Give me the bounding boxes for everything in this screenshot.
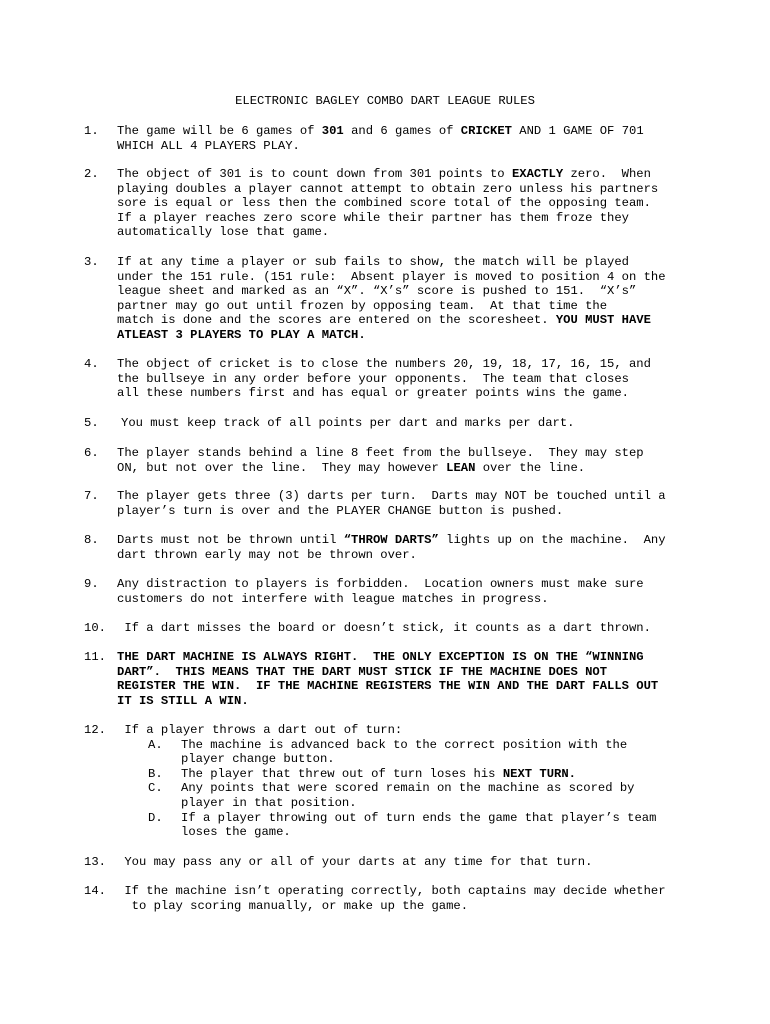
text-segment: The game will be 6 games of [117, 124, 322, 138]
emphasized-text: CRICKET [460, 124, 512, 138]
text-segment: You may pass any or all of your darts at any time for that turn. [117, 855, 593, 869]
rule-number: 8. [84, 533, 99, 547]
text-segment: If a player throws a dart out of turn: [117, 723, 403, 737]
rule-text-line [117, 679, 697, 694]
rule-body [117, 489, 697, 518]
rule-number: 11. [84, 650, 106, 664]
text-segment: and 6 games of [343, 124, 461, 138]
rule-text-line [117, 694, 697, 709]
rule-body [117, 167, 697, 240]
emphasized-text: REGISTER THE WIN. IF THE MACHINE REGISTERS THE WIN AND THE DART FALLS OUT [117, 679, 659, 694]
text-segment: Any distraction to players is forbidden. Location owners must make sure [117, 577, 644, 591]
rule-body [117, 723, 697, 738]
rule-text-line [117, 182, 697, 197]
text-segment: ON, but not over the line. They may however [117, 460, 447, 475]
text-segment: all these numbers first and has equal or greater points wins the game. [117, 386, 629, 401]
text-segment: The object of 301 is to count down from 301 points to [117, 167, 512, 181]
rule-text-line [117, 884, 697, 899]
sub-rule-letter: B. [148, 766, 163, 781]
rule-body [117, 124, 697, 153]
emphasized-text: IT IS STILL A WIN. [117, 693, 249, 708]
rule-body [117, 533, 697, 562]
rule-body [117, 357, 697, 401]
text-segment: If a player reaches zero score while their partner has them froze they [117, 210, 629, 225]
rule-number: 12. [84, 723, 106, 737]
rule-number: 6. [84, 446, 99, 460]
rule-text-line [181, 781, 634, 796]
rule-text-line [117, 592, 697, 607]
rule-number: 5. [84, 416, 99, 430]
text-segment: The player stands behind a line 8 feet from the bullseye. They may step [117, 446, 644, 460]
text-segment: lights up on the machine. Any [438, 533, 666, 547]
rule-text-line [117, 196, 697, 211]
text-segment: customers do not interfere with league matches in progress. [117, 591, 549, 606]
rule-text-line [117, 723, 697, 738]
text-segment: Darts must not be thrown until [117, 533, 344, 547]
rule-body [117, 621, 697, 636]
text-segment: automatically lose that game. [117, 225, 330, 240]
rule-text-line [181, 738, 627, 753]
rule-body [117, 577, 697, 606]
rule-text-line [117, 211, 697, 226]
rule-text-line [121, 416, 701, 431]
sub-rule-letter: C. [148, 781, 163, 796]
text-segment: You must keep track of all points per dart and marks per dart. [121, 416, 575, 430]
rule-text-line [181, 796, 634, 811]
rule-text-line [117, 225, 697, 240]
emphasized-text: NEXT TURN. [502, 766, 576, 781]
rule-text-line [117, 855, 697, 870]
text-segment: loses the game. [181, 825, 291, 840]
emphasized-text: THE DART MACHINE IS ALWAYS RIGHT. THE ONLY EXCEPTION IS ON THE “WINNING [117, 650, 644, 664]
rule-number: 13. [84, 855, 106, 869]
rule-text-line [117, 167, 697, 182]
sub-rule-text [181, 811, 656, 840]
rule-text-line [117, 665, 697, 680]
sub-rule-letter: A. [148, 737, 163, 752]
text-segment: The player that threw out of turn loses his [181, 766, 503, 781]
emphasized-text: YOU MUST HAVE [555, 313, 651, 328]
emphasized-text: LEAN [446, 460, 476, 475]
emphasized-text: 301 [321, 124, 344, 138]
text-segment: If the machine isn’t operating correctly, both captains may decide whether [117, 884, 666, 898]
rule-text-line [117, 650, 697, 665]
text-segment: The object of cricket is to close the numbers 20, 19, 18, 17, 16, 15, and [117, 357, 651, 371]
rule-text-line [117, 489, 697, 504]
rule-text-line [117, 577, 697, 592]
text-segment: dart thrown early may not be thrown over. [117, 547, 417, 562]
sub-rule-letter: D. [148, 810, 163, 825]
text-segment: player in that position. [181, 795, 357, 810]
rule-number: 1. [84, 124, 99, 138]
text-segment: AND 1 GAME OF 701 [511, 124, 644, 138]
emphasized-text: DART”. THIS MEANS THAT THE DART MUST STICK IF THE MACHINE DOES NOT [117, 664, 608, 679]
emphasized-text: “THROW DARTS” [343, 533, 439, 547]
text-segment: player change button. [181, 752, 335, 767]
rule-body [117, 855, 697, 870]
emphasized-text: ATLEAST 3 PLAYERS TO PLAY A MATCH. [117, 327, 366, 342]
text-segment: If a player throwing out of turn ends the game that player’s team [181, 810, 657, 825]
rule-text-line [181, 767, 576, 782]
sub-rule-text [181, 767, 576, 782]
text-segment: Any points that were scored remain on the machine as scored by [181, 781, 635, 796]
text-segment: over the line. [475, 460, 586, 475]
rule-text-line [117, 255, 697, 270]
text-segment: to play scoring manually, or make up the game. [117, 898, 469, 913]
text-segment: WHICH ALL 4 PLAYERS PLAY. [117, 138, 300, 153]
text-segment: league sheet and marked as an “X”. “X’s” score is pushed to 151. “X’s” [117, 284, 637, 299]
rule-text-line [181, 825, 656, 840]
rule-text-line [117, 357, 697, 372]
rule-text-line [117, 328, 697, 343]
rule-body [117, 884, 697, 913]
text-segment: partner may go out until frozen by opposing team. At that time the [117, 298, 608, 313]
rule-body [117, 255, 697, 343]
rule-text-line [117, 504, 697, 519]
text-segment: If at any time a player or sub fails to show, the match will be played [117, 255, 629, 269]
rule-text-line [117, 299, 697, 314]
rule-body [117, 446, 697, 475]
sub-rule-text [181, 781, 634, 810]
text-segment: match is done and the scores are entered on the scoresheet. [117, 313, 556, 328]
text-segment: The player gets three (3) darts per turn. Darts may NOT be touched until a [117, 489, 666, 503]
text-segment: the bullseye in any order before your opponents. The team that closes [117, 371, 629, 386]
text-segment: The machine is advanced back to the correct position with the [181, 737, 628, 752]
rule-text-line [181, 752, 627, 767]
rule-number: 9. [84, 577, 99, 591]
rule-text-line [117, 139, 697, 154]
rule-text-line [117, 386, 697, 401]
emphasized-text: EXACTLY [511, 167, 564, 181]
rule-text-line [117, 548, 697, 563]
rule-number: 2. [84, 167, 99, 181]
rule-text-line [117, 899, 697, 914]
rule-number: 4. [84, 357, 99, 371]
text-segment: If a dart misses the board or doesn’t stick, it counts as a dart thrown. [117, 621, 651, 635]
rule-body [121, 416, 701, 431]
rule-number: 14. [84, 884, 106, 898]
text-segment: under the 151 rule. (151 rule: Absent player is moved to position 4 on the [117, 269, 666, 284]
rule-body [117, 650, 697, 708]
text-segment: zero. When [563, 167, 651, 181]
rule-text-line [117, 461, 697, 476]
rule-number: 7. [84, 489, 99, 503]
rule-text-line [181, 811, 656, 826]
rule-text-line [117, 533, 697, 548]
rule-number: 3. [84, 255, 99, 269]
rule-text-line [117, 446, 697, 461]
rule-text-line [117, 284, 697, 299]
rule-text-line [117, 270, 697, 285]
text-segment: playing doubles a player cannot attempt to obtain zero unless his partners [117, 181, 659, 196]
page-title: ELECTRONIC BAGLEY COMBO DART LEAGUE RULES [235, 94, 535, 108]
rule-number: 10. [84, 621, 106, 635]
rule-text-line [117, 621, 697, 636]
sub-rule-text [181, 738, 627, 767]
rule-text-line [117, 372, 697, 387]
rule-text-line [117, 313, 697, 328]
text-segment: sore is equal or less then the combined score total of the opposing team. [117, 196, 651, 211]
rule-text-line [117, 124, 697, 139]
text-segment: player’s turn is over and the PLAYER CHANGE button is pushed. [117, 503, 564, 518]
